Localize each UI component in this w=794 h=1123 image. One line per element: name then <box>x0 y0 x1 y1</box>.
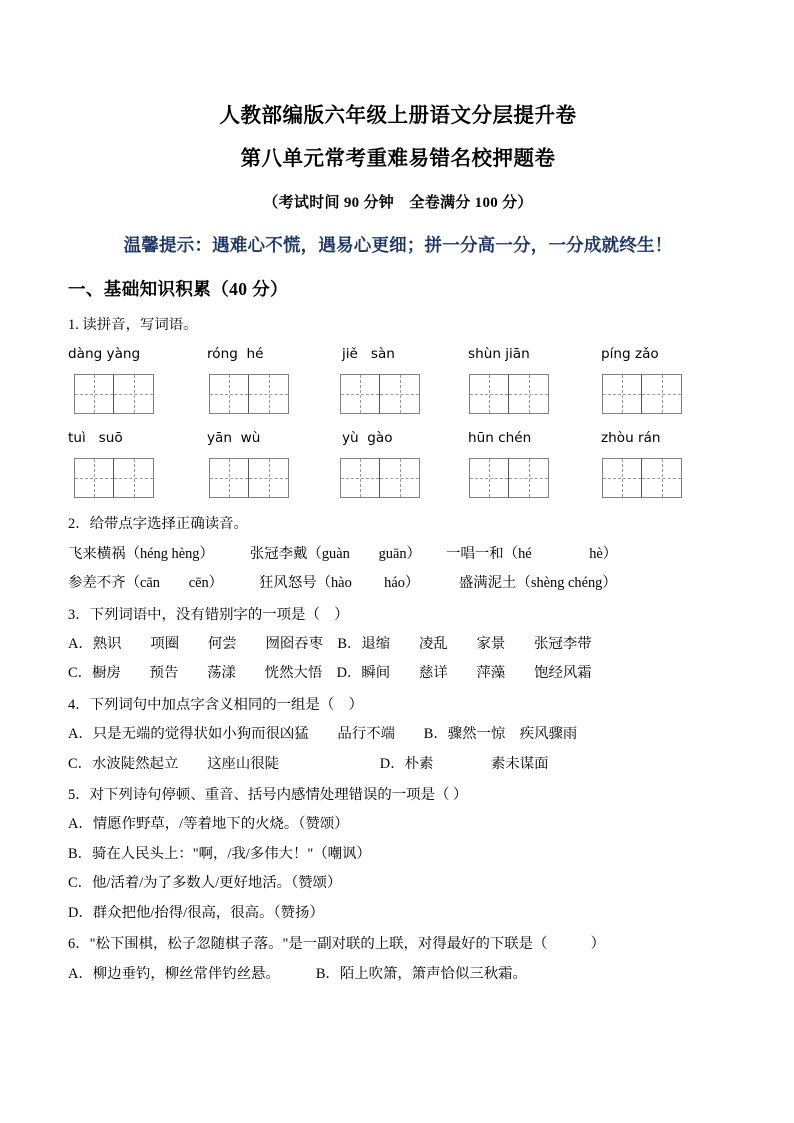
tianzige-row-1 <box>68 374 728 416</box>
question-3-option-line[interactable]: C．橱房 预告 荡漾 恍然大悟 D．瞬间 慈详 萍藻 饱经风霜 <box>68 665 592 682</box>
paper-content <box>68 0 728 981</box>
pinyin-label: píng zǎo <box>601 346 659 363</box>
pinyin-label: dàng yàng <box>68 346 141 363</box>
question-4-stem: 4．下列词句中加点字含义相同的一组是（ ） <box>68 696 364 713</box>
question-3-option-line[interactable]: A．熟识 项圈 何尝 囫囵吞枣 B．退缩 凌乱 家景 张冠李带 <box>68 636 592 653</box>
question-4-option-line[interactable]: A．只是无端的觉得状如小狗而很凶猛 品行不端 B．骤然一惊 疾风骤雨 <box>68 726 578 743</box>
question-2-line: 参差不齐（cān cēn） 狂风怒号（hào háo） 盛满泥土（shèng chéng） <box>68 575 617 592</box>
question-4-option-line[interactable]: C．水波陡然起立 这座山很陡 D．朴素 素未谋面 <box>68 755 549 772</box>
pinyin-label: shùn jiān <box>468 346 530 363</box>
pinyin-label: jiě sàn <box>342 346 395 363</box>
tianzige-box[interactable] <box>74 458 154 498</box>
tianzige-box[interactable] <box>602 458 682 498</box>
pinyin-label: tuì suō <box>68 430 123 447</box>
tianzige-box[interactable] <box>469 458 549 498</box>
pinyin-label: zhòu rán <box>601 430 661 447</box>
question-5-option-b[interactable]: B．骑在人民头上："啊，/我/多伟大！"（嘲讽） <box>68 845 371 862</box>
section-title-basic-knowledge: 一、基础知识积累（40 分） <box>68 279 288 299</box>
pinyin-row-2 <box>68 432 728 454</box>
pinyin-label: yù gào <box>342 430 393 447</box>
question-2-line: 飞来横祸（héng hèng） 张冠李戴（guàn guān） 一唱一和（hé hè） <box>68 545 618 562</box>
question-1-stem: 1. 读拼音，写词语。 <box>68 317 198 333</box>
tianzige-box[interactable] <box>602 374 682 414</box>
question-5-option-a[interactable]: A．情愿作野草，/等着地下的火烧。（赞颂） <box>68 816 349 833</box>
tianzige-row-2 <box>68 458 728 500</box>
pinyin-label: róng hé <box>207 346 264 363</box>
tianzige-box[interactable] <box>209 458 289 498</box>
question-6-stem: 6．"松下围棋，松子忽随棋子落。"是一副对联的上联，对得最好的下联是（ ） <box>68 936 606 953</box>
warm-tip-text: 温馨提示：遇难心不慌，遇易心更细；拼一分高一分，一分成就终生！ <box>123 235 673 255</box>
question-3-stem: 3．下列词语中，没有错别字的一项是（ ） <box>68 606 349 623</box>
question-2-stem: 2．给带点字选择正确读音。 <box>68 516 248 533</box>
question-6-option-line[interactable]: A．柳边垂钓，柳丝常伴钓丝悬。 B．陌上吹箫，箫声恰似三秋霜。 <box>68 965 527 982</box>
tianzige-box[interactable] <box>209 374 289 414</box>
paper-title-line1: 人教部编版六年级上册语文分层提升卷 <box>219 105 577 127</box>
tianzige-box[interactable] <box>340 374 420 414</box>
tianzige-box[interactable] <box>340 458 420 498</box>
tianzige-box[interactable] <box>469 374 549 414</box>
question-5-option-d[interactable]: D．群众把他/抬得/很高，很高。（赞扬） <box>68 904 324 921</box>
exam-info-line: （考试时间 90 分钟 全卷满分 100 分） <box>263 195 533 211</box>
question-5-option-c[interactable]: C．他/活着/为了多数人/更好地活。（赞颂） <box>68 875 342 892</box>
paper-title-line2: 第八单元常考重难易错名校押题卷 <box>240 147 556 170</box>
tianzige-box[interactable] <box>74 374 154 414</box>
pinyin-label: hūn chén <box>468 430 532 447</box>
pinyin-row-1 <box>68 348 728 370</box>
pinyin-label: yān wù <box>207 430 261 447</box>
question-5-stem: 5．对下列诗句停顿、重音、括号内感情处理错误的一项是（ ） <box>68 787 468 804</box>
